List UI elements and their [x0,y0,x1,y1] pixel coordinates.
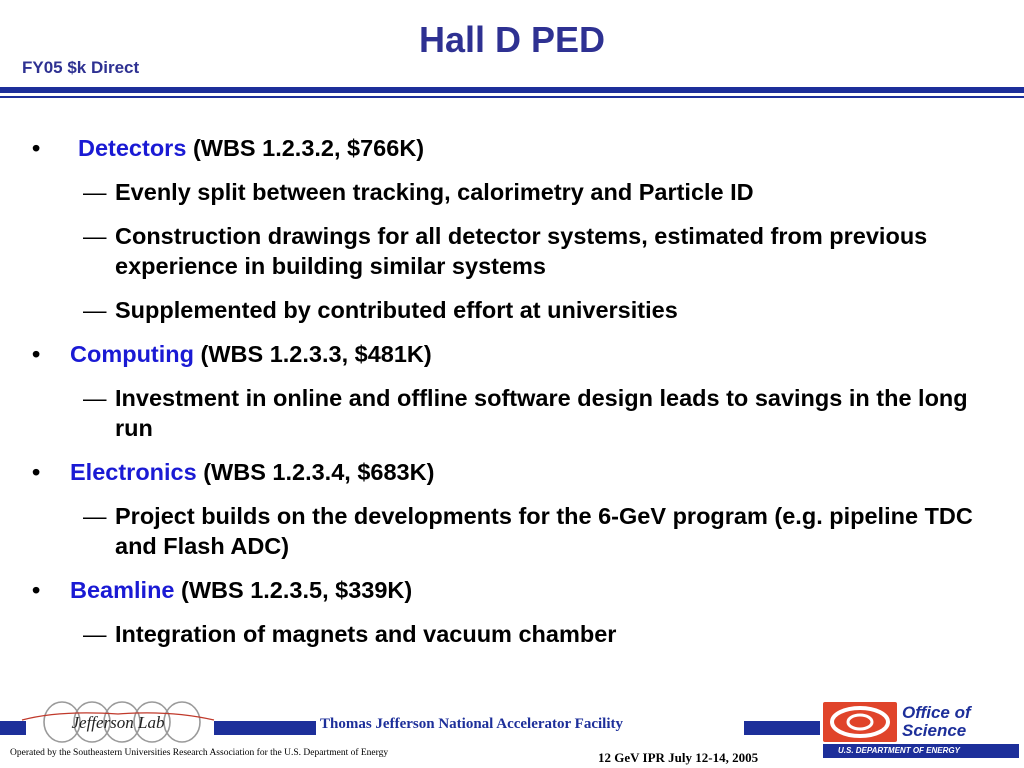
sub-marker: — [83,297,107,323]
footer-bar-segment [744,721,820,735]
sub-item [28,221,1008,281]
sub-item [28,619,1008,649]
slide-title: Hall D PED [418,19,606,60]
header-rule [0,87,1024,93]
bullet-list [28,133,1008,663]
sub-marker: — [83,179,107,205]
jefferson-lab-logo [20,698,216,746]
sub-marker: — [83,385,107,411]
office-of-science-text [902,704,971,740]
bullet-item [28,339,1008,369]
footer-bar-segment [214,721,316,735]
bullet-detail: (WBS 1.2.3.5, $339K) [181,577,413,603]
bullet-term: Beamline [70,577,175,603]
header-rule-thin [0,96,1024,98]
sub-text: Supplemented by contributed effort at universities [115,297,678,323]
sub-text: Investment in online and offline software design leads to savings in the long run [115,385,968,441]
operated-by-note: Operated by the Southeastern Universities Research Association for the U.S. Department of Energy [10,748,389,758]
doe-department-label: U.S. DEPARTMENT OF ENERGY [838,746,960,755]
bullet-item [28,575,1008,605]
sub-item [28,383,1008,443]
facility-name: Thomas Jefferson National Accelerator Facility [320,716,623,732]
bullet-item [28,133,1008,163]
sub-item [28,501,1008,561]
sub-text: Evenly split between tracking, calorimetry and Particle ID [115,179,754,205]
bullet-marker: • [32,459,41,485]
sub-marker: — [83,621,107,647]
sub-text: Project builds on the developments for the 6-GeV program (e.g. pipeline TDC and Flash ADC) [115,503,973,559]
bullet-item [28,457,1008,487]
bullet-marker: • [32,577,41,603]
bullet-detail: (WBS 1.2.3.4, $683K) [203,459,435,485]
bullet-detail: (WBS 1.2.3.3, $481K) [200,341,432,367]
slide-subtitle: FY05 $k Direct [22,58,140,77]
bullet-term: Computing [70,341,194,367]
bullet-term: Electronics [70,459,197,485]
lab-logo-text: Jefferson Lab [71,713,165,732]
conference-label: 12 GeV IPR July 12-14, 2005 [598,750,759,765]
sub-item [28,177,1008,207]
doe-line-1: Office of [902,703,971,722]
sub-marker: — [83,223,107,249]
bullet-marker: • [32,135,41,161]
sub-text: Construction drawings for all detector systems, estimated from previous experience in building similar systems [115,223,928,279]
sub-text: Integration of magnets and vacuum chamber [115,621,617,647]
bullet-detail: (WBS 1.2.3.2, $766K) [192,135,425,161]
sub-item [28,295,1008,325]
bullet-marker: • [32,341,41,367]
doe-line-2: Science [902,721,967,740]
sub-marker: — [83,503,107,529]
bullet-term: Detectors [78,135,187,161]
